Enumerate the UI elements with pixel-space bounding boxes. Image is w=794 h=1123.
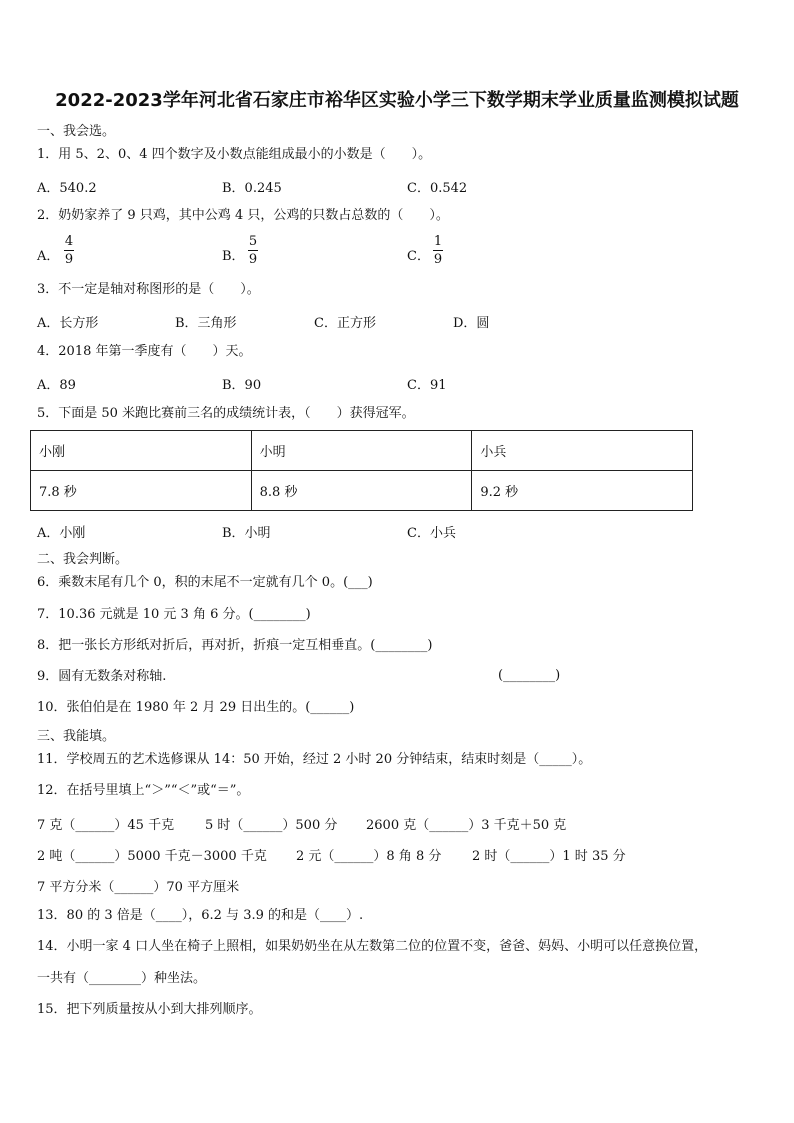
- fraction-denominator: 9: [64, 252, 74, 267]
- q3-option-a: A．长方形: [37, 316, 99, 331]
- question-13: 13．80 的 3 倍是（____），6.2 与 3.9 的和是（____）.: [37, 908, 364, 923]
- q12-item: 2 吨（______）5000 千克－3000 千克: [37, 849, 267, 864]
- table-header-cell: 小兵: [472, 431, 693, 471]
- question-2-stem: 2．奶奶家养了 9 只鸡，其中公鸡 4 只，公鸡的只数占总数的（ ）。: [37, 208, 449, 223]
- question-5-stem: 5．下面是 50 米跑比赛前三名的成绩统计表，（ ）获得冠军。: [37, 406, 415, 421]
- table-header-cell: 小明: [251, 431, 472, 471]
- question-9-stem: 9．圆有无数条对称轴.: [37, 669, 167, 684]
- section-heading-1: 一、我会选。: [37, 124, 116, 139]
- q12-item: 2600 克（______）3 千克＋50 克: [366, 818, 567, 833]
- q2-option-a-label: A．: [37, 249, 60, 264]
- q2-option-c-fraction: [431, 234, 445, 267]
- fraction-numerator: 5: [248, 234, 258, 249]
- question-4-stem: 4．2018 年第一季度有（ ）天。: [37, 344, 252, 359]
- q5-option-a: A．小刚: [37, 526, 86, 541]
- q2-option-c-label: C．: [407, 249, 430, 264]
- fraction-bar: [433, 250, 443, 251]
- table-cell: 7.8 秒: [31, 471, 252, 511]
- question-3-stem: 3．不一定是轴对称图形的是（ ）。: [37, 282, 260, 297]
- q2-option-a-fraction: [62, 234, 76, 267]
- fraction-denominator: 9: [433, 252, 443, 267]
- q1-option-b: B．0.245: [222, 181, 282, 196]
- q2-option-b-fraction: [246, 234, 260, 267]
- results-table: [30, 430, 693, 511]
- question-14-line-2: 一共有（________）种坐法。: [37, 971, 207, 986]
- q2-option-b-label: B．: [222, 249, 245, 264]
- question-12-stem: 12．在括号里填上“＞”“＜”或“＝”。: [37, 783, 250, 798]
- q12-item: 5 时（______）500 分: [205, 818, 338, 833]
- q5-option-b: B．小明: [222, 526, 271, 541]
- q4-option-a: A．89: [37, 378, 76, 393]
- q4-option-c: C．91: [407, 378, 447, 393]
- section-heading-3: 三、我能填。: [37, 729, 116, 744]
- question-8: 8．把一张长方形纸对折后，再对折，折痕一定互相垂直。(________): [37, 638, 433, 653]
- question-15: 15．把下列质量按从小到大排列顺序。: [37, 1002, 262, 1017]
- fraction-numerator: 1: [433, 234, 443, 249]
- table-cell: 8.8 秒: [251, 471, 472, 511]
- question-6: 6．乘数末尾有几个 0，积的末尾不一定就有几个 0。(___): [37, 575, 373, 590]
- q12-item: 7 克（______）45 千克: [37, 818, 175, 833]
- q12-item: 2 时（______）1 时 35 分: [472, 849, 626, 864]
- fraction-bar: [64, 250, 74, 251]
- q12-item: 2 元（______）8 角 8 分: [296, 849, 442, 864]
- table-row: [31, 471, 693, 511]
- fraction-denominator: 9: [248, 252, 258, 267]
- fraction-bar: [248, 250, 258, 251]
- q3-option-b: B．三角形: [175, 316, 237, 331]
- question-11: 11．学校周五的艺术选修课从 14：50 开始，经过 2 小时 20 分钟结束，结束时刻是（_____）。: [37, 752, 592, 767]
- table-row: [31, 431, 693, 471]
- q1-option-a: A．540.2: [37, 181, 97, 196]
- question-7: 7．10.36 元就是 10 元 3 角 6 分。(________): [37, 607, 311, 622]
- question-1-stem: 1．用 5、2、0、4 四个数字及小数点能组成最小的小数是（ ）。: [37, 147, 432, 162]
- table-cell: 9.2 秒: [472, 471, 693, 511]
- q1-option-c: C．0.542: [407, 181, 468, 196]
- q3-option-c: C．正方形: [314, 316, 376, 331]
- question-9-blank: (________): [498, 668, 561, 683]
- fraction-numerator: 4: [64, 234, 74, 249]
- question-10: 10．张伯伯是在 1980 年 2 月 29 日出生的。(______): [37, 700, 355, 715]
- q4-option-b: B．90: [222, 378, 262, 393]
- section-heading-2: 二、我会判断。: [37, 552, 129, 567]
- question-14-line-1: 14．小明一家 4 口人坐在椅子上照相，如果奶奶坐在从左数第二位的位置不变，爸爸、妈妈、小明可以任意换位置，: [37, 939, 708, 954]
- q3-option-d: D．圆: [453, 316, 490, 331]
- table-header-cell: 小刚: [31, 431, 252, 471]
- q12-item: 7 平方分米（______）70 平方厘米: [37, 880, 240, 895]
- q5-option-c: C．小兵: [407, 526, 456, 541]
- page-title: 2022-2023学年河北省石家庄市裕华区实验小学三下数学期末学业质量监测模拟试题: [55, 90, 739, 111]
